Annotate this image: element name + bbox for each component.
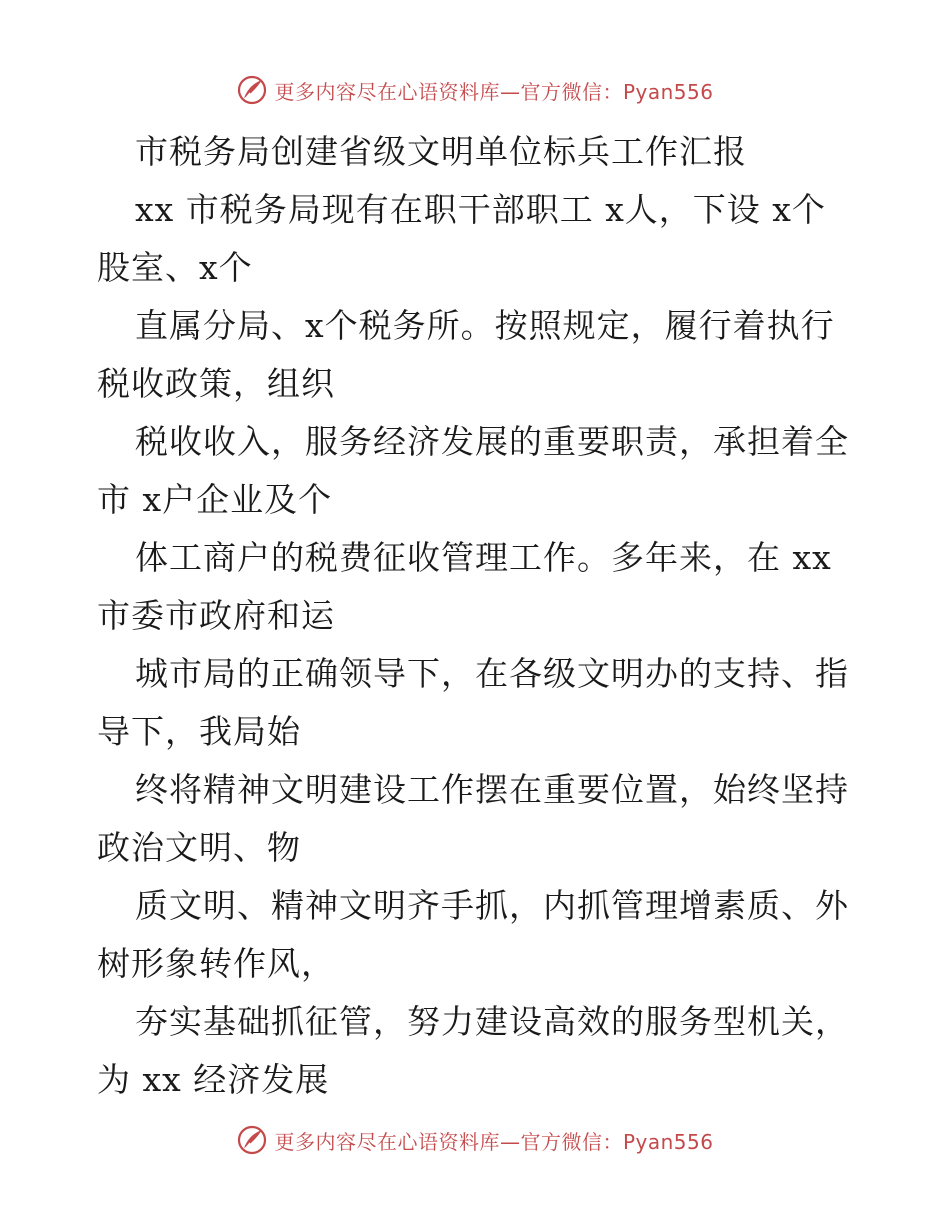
feather-pen-logo-icon xyxy=(236,74,268,106)
paragraph-line: 终将精神文明建设工作摆在重要位置，始终坚持 xyxy=(135,770,849,809)
header-banner xyxy=(0,70,950,110)
header-banner-text: 更多内容尽在心语资料库—官方微信：Pyan556 xyxy=(274,79,714,104)
paragraph-line: 市 x户企业及个 xyxy=(97,480,333,519)
paragraph-line: 税收政策，组织 xyxy=(97,364,335,403)
paragraph-line: 体工商户的税费征收管理工作。多年来，在 xx xyxy=(135,538,832,577)
footer-banner xyxy=(0,1120,950,1160)
paragraph-line: xx 市税务局现有在职干部职工 x人，下设 x个 xyxy=(135,190,826,229)
footer-banner-text: 更多内容尽在心语资料库—官方微信：Pyan556 xyxy=(274,1129,714,1154)
paragraph-line: 导下，我局始 xyxy=(97,712,301,751)
paragraph-line: 质文明、精神文明齐手抓，内抓管理增素质、外 xyxy=(135,886,849,925)
feather-pen-logo-icon xyxy=(236,1124,268,1156)
paragraph-line: 市委市政府和运 xyxy=(97,596,335,635)
paragraph-line: 股室、x个 xyxy=(97,248,253,287)
paragraph-line: 城市局的正确领导下，在各级文明办的支持、指 xyxy=(135,654,849,693)
document-body xyxy=(97,123,867,1109)
paragraph-line: 直属分局、x个税务所。按照规定，履行着执行 xyxy=(135,306,835,345)
paragraph-line: 夯实基础抓征管，努力建设高效的服务型机关， xyxy=(135,1002,849,1041)
paragraph-line: 政治文明、物 xyxy=(97,828,301,867)
paragraph-line: 树形象转作风， xyxy=(97,944,335,983)
paragraph-line: 税收收入，服务经济发展的重要职责，承担着全 xyxy=(135,422,849,461)
paragraph-line: 为 xx 经济发展 xyxy=(97,1060,330,1099)
document-title: 市税务局创建省级文明单位标兵工作汇报 xyxy=(135,132,747,171)
